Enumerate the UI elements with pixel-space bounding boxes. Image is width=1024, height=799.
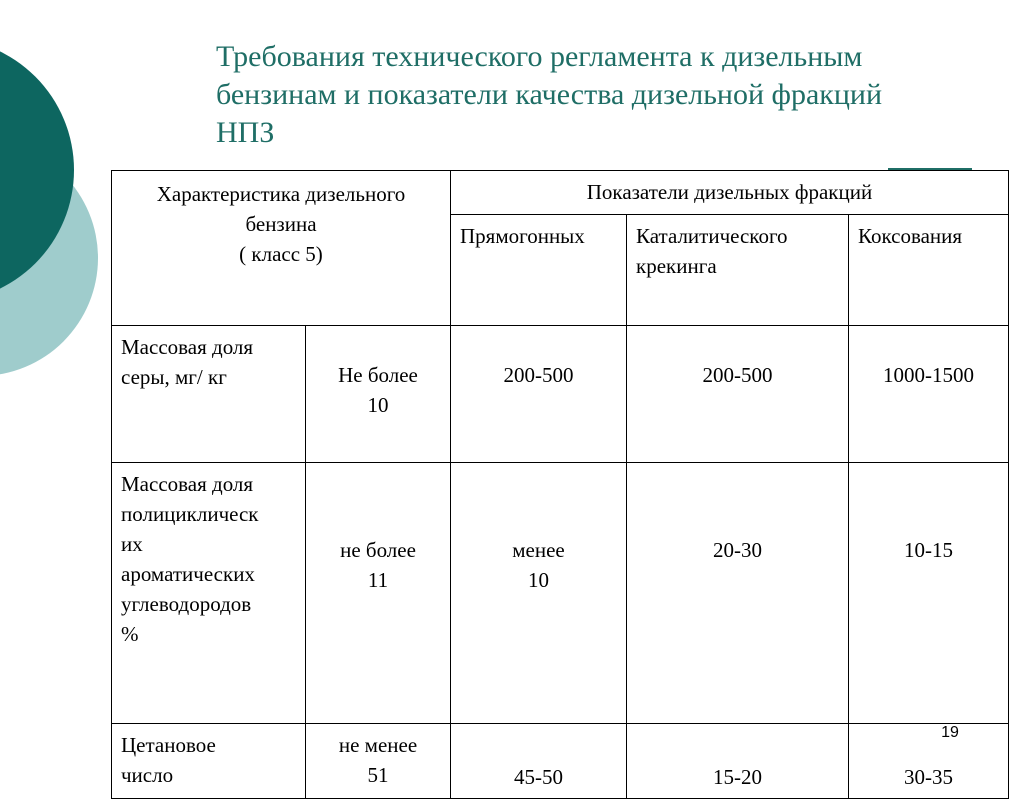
row-catalytic: 15-20 [627, 724, 849, 799]
table-header-row [112, 171, 1009, 215]
title-line-2: бензинам и показатели качества дизельной фракций [216, 78, 883, 111]
row-catalytic: 200-500 [627, 326, 849, 463]
row-coking: 10-15 [849, 463, 1009, 724]
decorative-circles [0, 0, 120, 420]
row-requirement: не более 11 [306, 463, 451, 724]
header-characteristic: Характеристика дизельного бензина ( класс 5) [112, 171, 451, 326]
header-straight-run: Прямогонных [451, 214, 627, 325]
diesel-quality-table [111, 170, 1009, 799]
header-coking: Коксования [849, 214, 1009, 325]
row-coking: 1000-1500 [849, 326, 1009, 463]
table-row [112, 326, 1009, 463]
row-name: Массовая доля полициклическ их ароматических углеводородов % [112, 463, 306, 724]
row-straight-run: менее 10 [451, 463, 627, 724]
slide-title [216, 38, 1006, 152]
page-number: 19 [941, 724, 959, 741]
row-catalytic: 20-30 [627, 463, 849, 724]
row-name: Цетановое число [112, 724, 306, 799]
row-straight-run: 45-50 [451, 724, 627, 799]
title-line-3: НПЗ [216, 116, 275, 149]
row-straight-run: 200-500 [451, 326, 627, 463]
header-indicators: Показатели дизельных фракций [451, 171, 1009, 215]
row-coking: 30-35 [849, 724, 1009, 799]
row-requirement: не менее 51 [306, 724, 451, 799]
row-requirement: Не более 10 [306, 326, 451, 463]
table-row [112, 724, 1009, 799]
row-name: Массовая доля серы, мг/ кг [112, 326, 306, 463]
table-row [112, 463, 1009, 724]
header-catalytic: Каталитического крекинга [627, 214, 849, 325]
title-line-1: Требования технического регламента к дизельным [216, 40, 863, 73]
